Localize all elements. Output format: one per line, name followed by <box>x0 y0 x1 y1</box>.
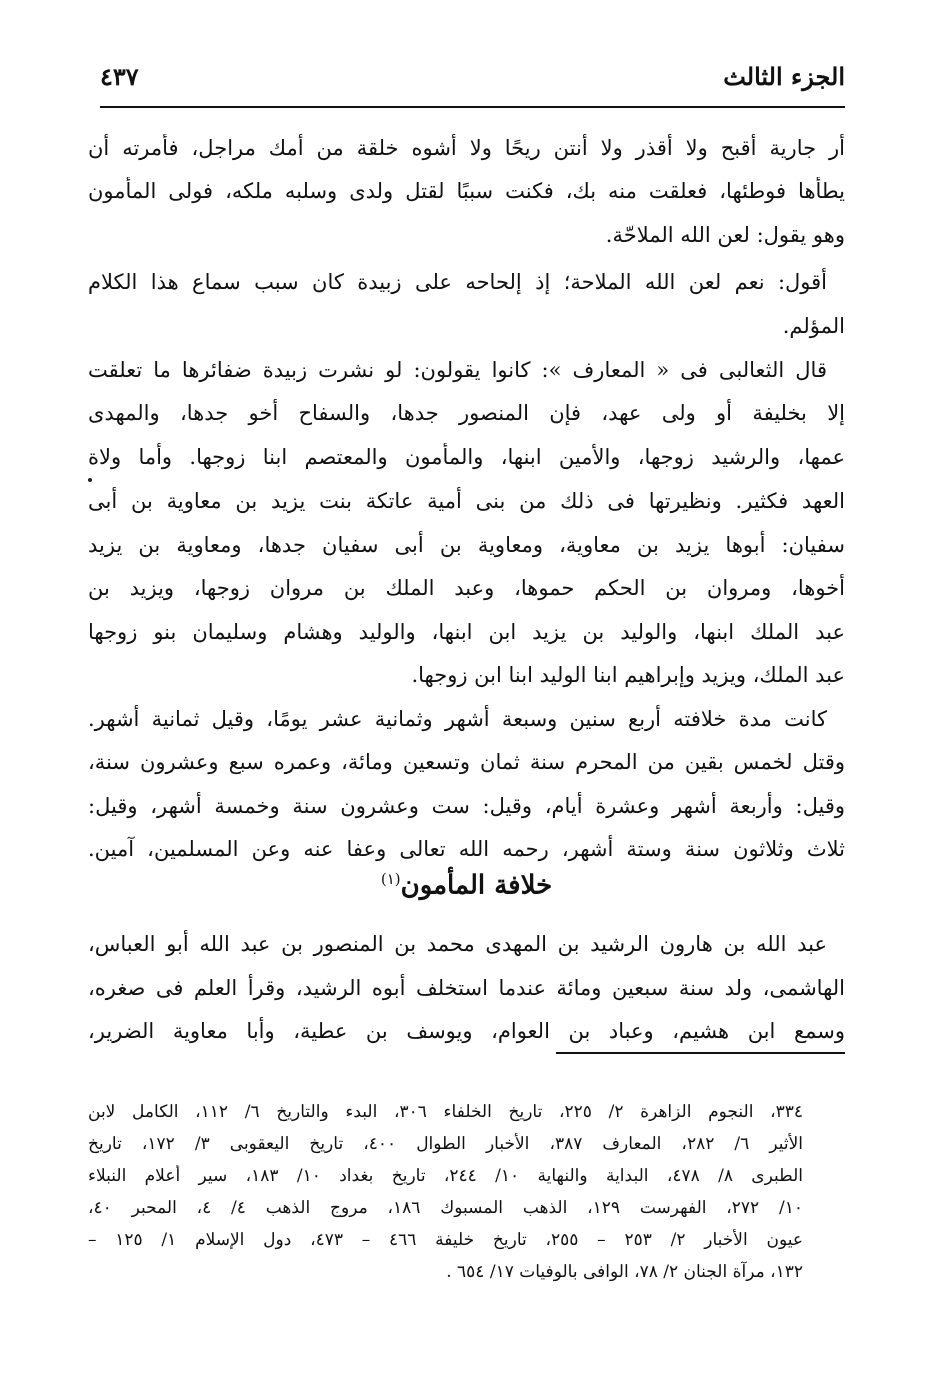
page-number: ٤٣٧ <box>100 62 139 91</box>
footnote-line: ١٣٢، مرآة الجنان ٢/ ٧٨، الوافى بالوفيات ١٧/ ٦٥٤ . <box>446 1262 803 1282</box>
body-line: قال الثعالبى فى « المعارف »: كانوا يقولون: لو نشرت زبيدة ضفائرها ما تعلقت <box>88 358 827 382</box>
body-line: وقيل: وأربعة أشهر وعشرة أيام، وقيل: ست وعشرون سنة وخمسة أشهر، وقيل: <box>88 794 845 818</box>
volume-title: الجزء الثالث <box>723 62 845 91</box>
running-header <box>100 62 845 102</box>
footnote-ref: (١) <box>380 870 401 888</box>
section-heading-text: خلافة المأمون <box>400 870 553 901</box>
section-line: الهاشمى، ولد سنة سبعين ومائة عندما استخلف أبوه الرشيد، وقرأ العلم فى صغره، <box>88 976 845 1000</box>
body-line: أخوها، ومروان بن الحكم حموها، وعبد الملك بن مروان زوجها، ويزيد بن <box>88 576 845 600</box>
print-speck <box>88 478 92 482</box>
body-line: عبد الملك ابنها، والوليد بن يزيد ابن ابنها، والوليد وهشام وسليمان بنو زوجها <box>88 620 845 644</box>
body-line: ثلاث وثلاثون سنة وستة أشهر، رحمه الله تعالى وعفا عنه وعن المسلمين، آمين. <box>88 837 845 861</box>
body-line: إلا بخليفة أو ولى عهد، فإن المنصور جدها، والسفاح أخو جدها، والمهدى <box>88 401 845 425</box>
section-line: وسمع ابن هشيم، وعباد بن العوام، ويوسف بن عطية، وأبا معاوية الضرير، <box>88 1019 845 1043</box>
body-line: يطأها فوطئها، فعلقت منه بك، فكنت سببًا لقتل ولدى وسلبه ملكه، فولى المأمون <box>88 179 845 203</box>
body-line: وقتل لخمس بقين من المحرم سنة ثمان وتسعين ومائة، وعمره سبع وعشرون سنة، <box>88 750 845 774</box>
section-line: عبد الله بن هارون الرشيد بن المهدى محمد بن المنصور بن عبد الله أبو العباس، <box>88 932 827 956</box>
footnote-line: عيون الأخبار ٢/ ٢٥٣ – ٢٥٥، تاريخ خليفة ٤٦٦ – ٤٧٣، دول الإسلام ١/ ١٢٥ – <box>88 1230 803 1250</box>
body-line: سفيان: أبوها يزيد بن معاوية، ومعاوية بن أبى سفيان جدها، ومعاوية بن يزيد <box>88 533 845 557</box>
footnote-line: ١٠/ ٢٧٢، الفهرست ١٢٩، الذهب المسبوك ١٨٦، مروج الذهب ٤/ ٤، المحبر ٤٠، <box>88 1198 803 1218</box>
body-line: أقول: نعم لعن الله الملاحة؛ إذ إلحاحه على زبيدة كان سبب سماع هذا الكلام <box>88 270 827 294</box>
footnote-line: ٣٣٤، النجوم الزاهرة ٢/ ٢٢٥، تاريخ الخلفاء ٣٠٦، البدء والتاريخ ٦/ ١١٢، الكامل لابن <box>88 1102 803 1122</box>
body-line: أر جارية أقبح ولا أقذر ولا أنتن ريحًا ولا أشوه خلقة من أمك مراجل، فأمرته أن <box>88 136 845 160</box>
body-line: المؤلم. <box>782 314 845 338</box>
header-rule <box>100 106 845 108</box>
body-line: العهد فكثير. ونظيرتها فى ذلك من بنى أمية عاتكة بنت يزيد بن معاوية بن أبى <box>88 489 845 513</box>
body-line: عبد الملك، ويزيد وإبراهيم ابنا الوليد ابنا ابن زوجها. <box>411 663 845 687</box>
footnote-line: الأثير ٦/ ٢٨٢، المعارف ٣٨٧، الأخبار الطوال ٤٠٠، تاريخ اليعقوبى ٣/ ١٧٢، تاريخ <box>88 1134 803 1154</box>
footnote-line: الطبرى ٨/ ٤٧٨، البداية والنهاية ١٠/ ٢٤٤، تاريخ بغداد ١٠/ ١٨٣، سير أعلام النبلاء <box>88 1166 803 1186</box>
section-heading <box>0 870 933 901</box>
body-line: كانت مدة خلافته أربع سنين وسبعة أشهر وثمانية عشر يومًا، وقيل ثمانية أشهر. <box>88 707 827 731</box>
footnote-rule <box>556 1052 845 1054</box>
body-line: عمها، والرشيد زوجها، والأمين ابنها، والمأمون والمعتصم ابنا زوجها. وأما ولاة <box>88 445 845 469</box>
body-line: وهو يقول: لعن الله الملاحّة. <box>605 223 845 247</box>
